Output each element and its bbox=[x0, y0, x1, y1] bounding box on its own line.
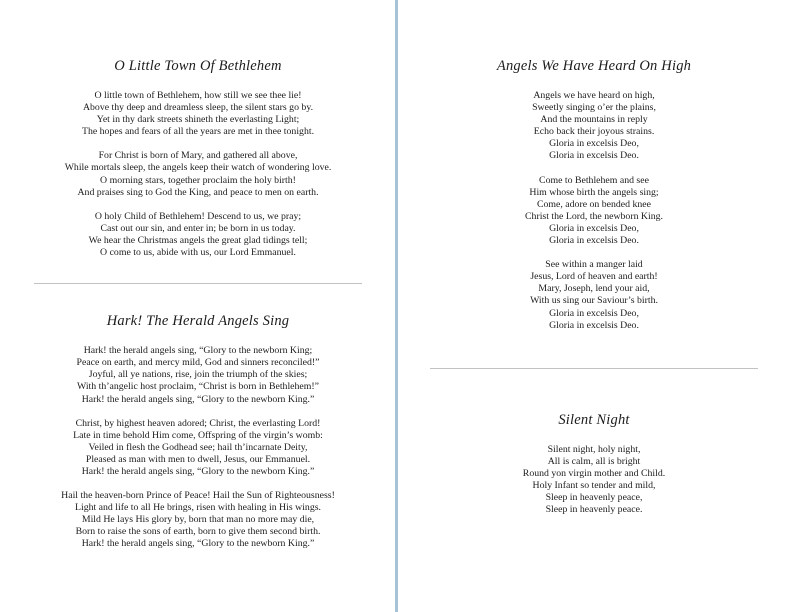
song-title: Angels We Have Heard On High bbox=[496, 58, 692, 74]
stanza bbox=[0, 90, 396, 138]
stanza bbox=[396, 90, 792, 163]
lyric-line: Gloria in excelsis Deo. bbox=[549, 150, 639, 162]
lyric-line: Sleep in heavenly peace. bbox=[545, 504, 643, 516]
song-title: Silent Night bbox=[558, 411, 630, 428]
lyric-line: Round yon virgin mother and Child. bbox=[522, 467, 666, 479]
section-divider bbox=[430, 368, 758, 369]
lyric-line: O little town of Bethlehem, how still we see thee lie! bbox=[94, 90, 302, 101]
stanza bbox=[0, 490, 396, 550]
lyric-line: Hail the heaven-born Prince of Peace! Hail the Sun of Righteousness! bbox=[61, 490, 335, 502]
lyric-line: Come, adore on bended knee bbox=[537, 198, 651, 210]
lyric-line: Born to raise the sons of earth, born to give them second birth. bbox=[75, 526, 321, 538]
center-fold-line bbox=[395, 0, 398, 612]
lyric-line: Joyful, all ye nations, rise, join the triumph of the skies; bbox=[88, 369, 308, 381]
lyric-line: Hark! the herald angels sing, “Glory to the newborn King; bbox=[83, 345, 313, 357]
lyric-line: Gloria in excelsis Deo, bbox=[549, 222, 639, 234]
lyric-line: Hark! the herald angels sing, “Glory to the newborn King.” bbox=[81, 393, 315, 405]
lyric-line: Christ the Lord, the newborn King. bbox=[525, 210, 663, 222]
lyric-line: Yet in thy dark streets shineth the everlasting Light; bbox=[96, 114, 300, 126]
stanza bbox=[0, 418, 396, 478]
lyric-line: Peace on earth, and mercy mild, God and sinners reconciled!” bbox=[76, 357, 320, 369]
lyric-line: Pleased as man with men to dwell, Jesus, our Emmanuel. bbox=[85, 453, 311, 465]
lyric-line: Mary, Joseph, lend your aid, bbox=[538, 283, 650, 295]
lyric-line: Gloria in excelsis Deo, bbox=[549, 307, 639, 319]
lyric-line: Echo back their joyous strains. bbox=[533, 126, 655, 138]
lyric-line: For Christ is born of Mary, and gathered all above, bbox=[98, 150, 298, 162]
lyric-line: Holy Infant so tender and mild, bbox=[532, 479, 656, 491]
lyric-line: While mortals sleep, the angels keep their watch of wondering love. bbox=[64, 162, 332, 174]
lyric-line: With th’angelic host proclaim, “Christ is born in Bethlehem!” bbox=[76, 381, 320, 393]
lyric-line: Silent night, holy night, bbox=[547, 443, 641, 455]
stanza bbox=[396, 444, 792, 517]
song-title: O Little Town Of Bethlehem bbox=[114, 58, 282, 74]
lyric-line: Christ, by highest heaven adored; Christ, the everlasting Lord! bbox=[75, 417, 321, 429]
lyric-line: Cast out our sin, and enter in; be born in us today. bbox=[100, 222, 296, 234]
lyric-line: Hark! the herald angels sing, “Glory to the newborn King.” bbox=[81, 465, 315, 477]
stanza bbox=[396, 175, 792, 248]
lyric-line: And the mountains in reply bbox=[540, 114, 648, 126]
lyric-line: Light and life to all He brings, risen with healing in His wings. bbox=[75, 502, 321, 514]
lyric-line: Gloria in excelsis Deo. bbox=[549, 235, 639, 247]
lyric-line: O come to us, abide with us, our Lord Emmanuel. bbox=[100, 247, 296, 259]
stanza bbox=[0, 211, 396, 259]
lyric-line: All is calm, all is bright bbox=[547, 455, 641, 467]
lyric-line: And praises sing to God the King, and peace to men on earth. bbox=[77, 186, 319, 198]
lyric-line: O holy Child of Bethlehem! Descend to us, we pray; bbox=[94, 210, 302, 222]
page-right bbox=[396, 0, 792, 612]
song-title: Hark! The Herald Angels Sing bbox=[106, 313, 290, 330]
lyric-line: Mild He lays His glory by, born that man no more may die, bbox=[81, 514, 315, 526]
stanza bbox=[0, 345, 396, 405]
lyric-line: Gloria in excelsis Deo. bbox=[549, 319, 639, 331]
lyric-line: Him whose birth the angels sing; bbox=[529, 186, 659, 198]
lyric-line: Jesus, Lord of heaven and earth! bbox=[530, 271, 658, 283]
lyric-line: See within a manger laid bbox=[545, 259, 643, 271]
lyric-line: Sweetly singing o’er the plains, bbox=[532, 102, 656, 114]
lyric-line: With us sing our Saviour’s birth. bbox=[530, 295, 658, 307]
lyric-line: Come to Bethlehem and see bbox=[539, 174, 649, 186]
section-divider bbox=[34, 283, 362, 284]
lyric-line: The hopes and fears of all the years are met in thee tonight. bbox=[81, 126, 315, 138]
stanza bbox=[396, 259, 792, 332]
lyric-line: Sleep in heavenly peace, bbox=[545, 492, 643, 504]
lyric-line: Above thy deep and dreamless sleep, the silent stars go by. bbox=[82, 102, 314, 114]
stanza bbox=[0, 150, 396, 198]
lyric-line: Hark! the herald angels sing, “Glory to the newborn King.” bbox=[81, 538, 315, 550]
lyric-line: O morning stars, together proclaim the holy birth! bbox=[100, 174, 296, 186]
lyric-line: Gloria in excelsis Deo, bbox=[549, 138, 639, 150]
lyric-line: Late in time behold Him come, Offspring of the virgin’s womb: bbox=[73, 429, 323, 441]
lyric-line: Angels we have heard on high, bbox=[533, 90, 655, 101]
lyric-line: We hear the Christmas angels the great glad tidings tell; bbox=[88, 234, 308, 246]
lyric-line: Veiled in flesh the Godhead see; hail th’incarnate Deity, bbox=[88, 441, 308, 453]
